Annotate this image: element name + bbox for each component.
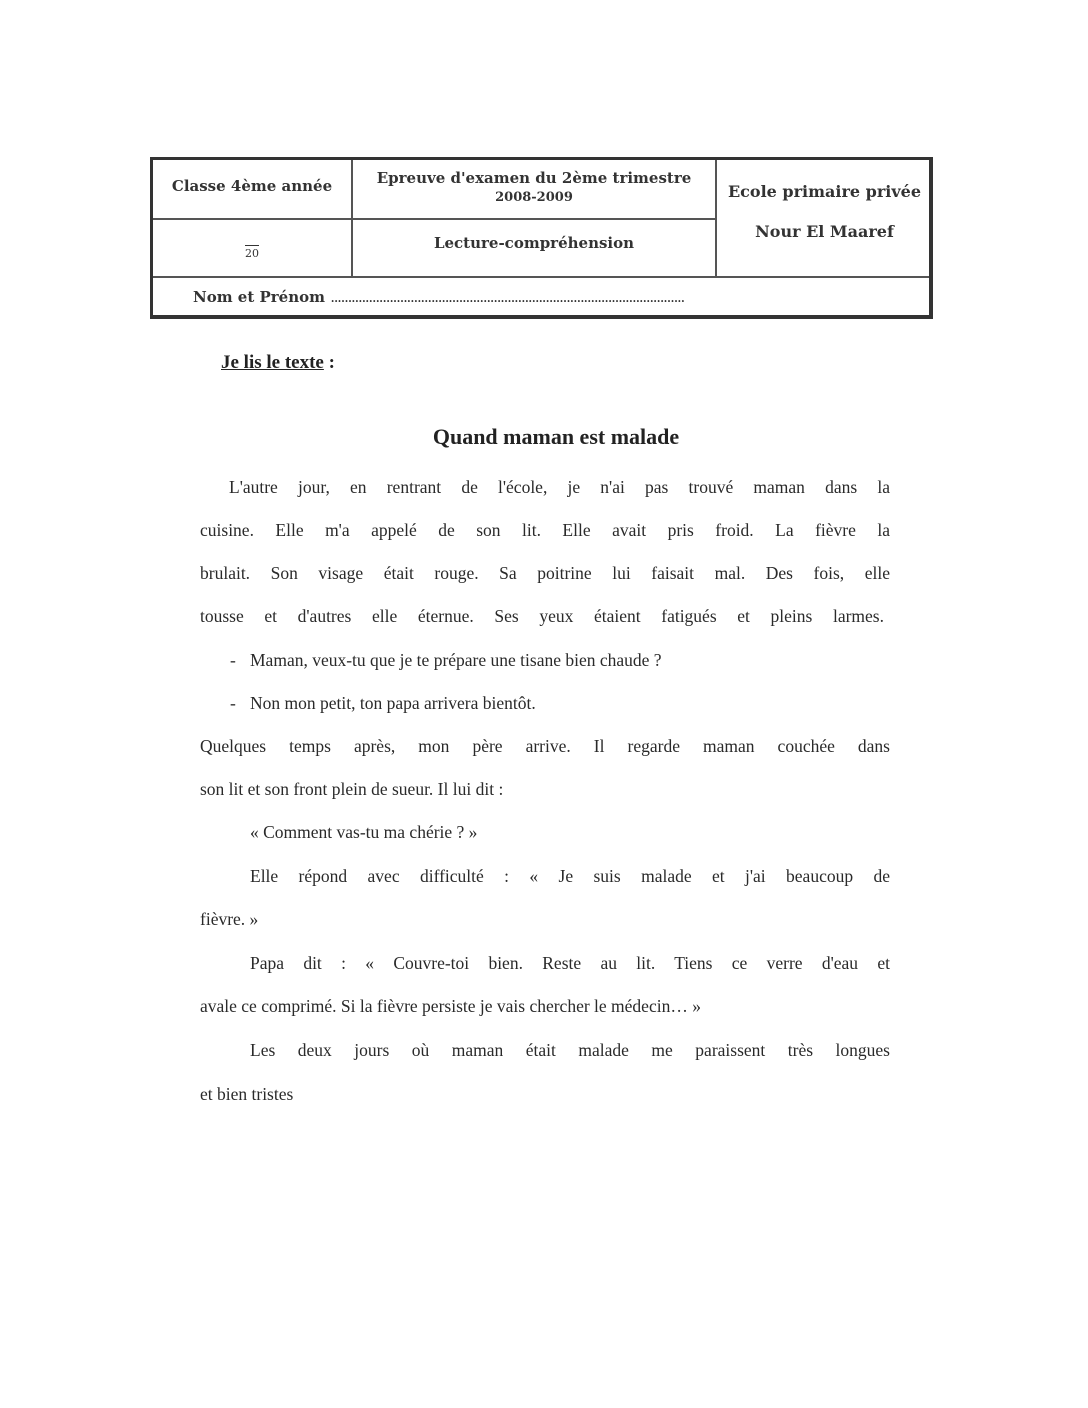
text-line: « Comment vas-tu ma chérie ? » — [250, 822, 478, 842]
text-line: avale ce comprimé. Si la fièvre persiste je vais chercher le médecin… » — [200, 996, 701, 1016]
text-line: Les deux jours où maman était malade me paraissent très longues — [250, 1040, 890, 1060]
school-line-2: Nour El Maaref — [755, 222, 894, 241]
text-title: Quand maman est malade — [432, 424, 680, 449]
text-line: brulait. Son visage était rouge. Sa poitrine lui faisait mal. Des fois, elle — [200, 563, 890, 583]
score-denominator: 20 — [245, 247, 259, 260]
text-line: tousse et d'autres elle éternue. Ses yeux étaient fatigués et pleins larmes. — [200, 606, 884, 626]
name-label: Nom et Prénom — [193, 288, 326, 306]
text-line: L'autre jour, en rentrant de l'école, je n'ai pas trouvé maman dans la — [229, 477, 890, 497]
section-label: Je lis le texte — [221, 352, 324, 373]
school-line-1: Ecole primaire privée — [727, 182, 922, 201]
section-colon: : — [323, 352, 335, 373]
dialogue-dash: - — [230, 693, 236, 713]
divider — [153, 218, 717, 220]
exam-name: Epreuve d'examen du 2ème trimestre — [376, 169, 692, 187]
subject: Lecture-compréhension — [433, 234, 635, 252]
text-line: cuisine. Elle m'a appelé de son lit. Elle avait pris froid. La fièvre la — [200, 520, 890, 540]
text-line: son lit et son front plein de sueur. Il lui dit : — [200, 779, 504, 799]
text-line: et bien tristes — [200, 1084, 294, 1104]
name-dots: ...................................................................................................... — [330, 288, 684, 306]
text-line: Maman, veux-tu que je te prépare une tisane bien chaude ? — [250, 650, 662, 670]
text-line: Papa dit : « Couvre-toi bien. Reste au lit. Tiens ce verre d'eau et — [250, 953, 890, 973]
exam-header-table — [150, 157, 933, 319]
dialogue-dash: - — [230, 650, 236, 670]
text-line: fièvre. » — [200, 909, 259, 929]
class-label: Classe 4ème année — [171, 177, 333, 195]
exam-title — [353, 168, 715, 208]
exam-year: 2008-2009 — [495, 190, 573, 205]
school-name — [717, 182, 932, 242]
text-line: Elle répond avec difficulté : « Je suis malade et j'ai beaucoup de — [250, 866, 890, 886]
text-line: Quelques temps après, mon père arrive. Il regarde maman couchée dans — [200, 736, 890, 756]
divider — [153, 276, 929, 278]
section-heading — [221, 352, 335, 374]
text-line: Non mon petit, ton papa arrivera bientôt. — [250, 693, 536, 713]
name-field[interactable] — [193, 287, 684, 307]
score-box — [153, 244, 351, 264]
